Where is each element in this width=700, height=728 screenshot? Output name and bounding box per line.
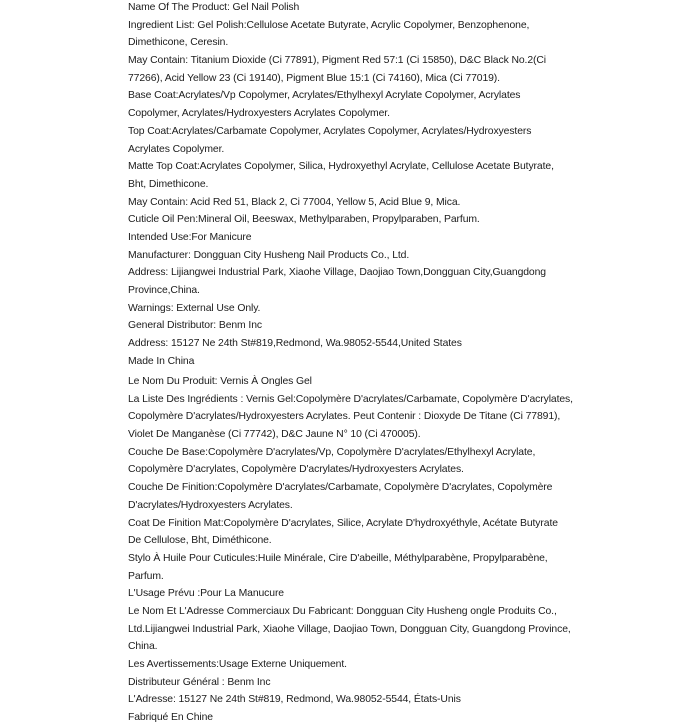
english-line: Name Of The Product: Gel Nail Polish <box>128 2 300 13</box>
french-line: L'Usage Prévu :Pour La Manucure <box>128 588 284 600</box>
english-line: General Distributor: Benm Inc <box>128 320 262 332</box>
french-line: De Cellulose, Bht, Diméthicone. <box>128 535 272 547</box>
french-line: Copolymère D'acrylates, Copolymère D'acrylates/Hydroxyesters Acrylates. <box>128 464 464 476</box>
english-line: Address: 15127 Ne 24th St#819,Redmond, Wa.98052-5544,United States <box>128 338 462 350</box>
english-line: 77266), Acid Yellow 23 (Ci 19140), Pigment Blue 15:1 (Ci 74160), Mica (Ci 77019). <box>128 72 500 84</box>
english-line: Warnings: External Use Only. <box>128 302 261 314</box>
english-line: May Contain: Titanium Dioxide (Ci 77891), Pigment Red 57:1 (Ci 15850), D&C Black No.2(Ci <box>128 55 546 67</box>
french-line: Coat De Finition Mat:Copolymère D'acrylates, Silice, Acrylate D'hydroxyéthyle, Acétate Butyrate <box>128 517 558 529</box>
english-line: Address: Lijiangwei Industrial Park, Xiaohe Village, Daojiao Town,Dongguan City,Guangdong <box>128 267 546 279</box>
english-line: Bht, Dimethicone. <box>128 178 209 190</box>
french-line: Ltd.Lijiangwei Industrial Park, Xiaohe Village, Daojiao Town, Dongguan City, Guangdong Province, <box>128 623 571 635</box>
french-label-section <box>128 374 688 728</box>
english-line: Top Coat:Acrylates/Carbamate Copolymer, Acrylates Copolymer, Acrylates/Hydroxyesters <box>128 125 532 137</box>
english-line: Intended Use:For Manicure <box>128 231 252 243</box>
french-line: Copolymère D'acrylates/Hydroxyesters Acrylates. Peut Contenir : Dioxyde De Titane (Ci 77891), <box>128 411 561 423</box>
english-line: Matte Top Coat:Acrylates Copolymer, Silica, Hydroxyethyl Acrylate, Cellulose Acetate Butyrate, <box>128 161 554 173</box>
french-line: D'acrylates/Hydroxyesters Acrylates. <box>128 499 293 511</box>
english-line: Province,China. <box>128 285 200 296</box>
english-line: Base Coat:Acrylates/Vp Copolymer, Acrylates/Ethylhexyl Acrylate Copolymer, Acrylates <box>128 90 521 102</box>
english-line: Made In China <box>128 355 195 367</box>
french-line: Stylo À Huile Pour Cuticules:Huile Minérale, Cire D'abeille, Méthylparabène, Propylparabène, <box>128 552 548 564</box>
french-line: Violet De Manganèse (Ci 77742), D&C Jaune N° 10 (Ci 470005). <box>128 429 421 441</box>
english-label-section <box>128 0 688 371</box>
english-line: Manufacturer: Dongguan City Husheng Nail Products Co., Ltd. <box>128 249 410 261</box>
french-line: L'Adresse: 15127 Ne 24th St#819, Redmond, Wa.98052-5544, États-Unis <box>128 694 461 706</box>
french-line: Distributeur Général : Benm Inc <box>128 676 271 688</box>
english-line: Cuticle Oil Pen:Mineral Oil, Beeswax, Methylparaben, Propylparaben, Parfum. <box>128 214 480 226</box>
english-line: Acrylates Copolymer. <box>128 143 225 155</box>
english-line: Dimethicone, Ceresin. <box>128 37 229 49</box>
english-line: Copolymer, Acrylates/Hydroxyesters Acrylates Copolymer. <box>128 108 390 120</box>
french-line: La Liste Des Ingrédients : Vernis Gel:Copolymère D'acrylates/Carbamate, Copolymère D'acrylates, <box>128 393 573 405</box>
french-line: Parfum. <box>128 570 164 582</box>
french-line: Le Nom Du Produit: Vernis À Ongles Gel <box>128 376 312 387</box>
english-line: May Contain: Acid Red 51, Black 2, Ci 77004, Yellow 5, Acid Blue 9, Mica. <box>128 196 461 208</box>
french-line: Couche De Base:Copolymère D'acrylates/Vp, Copolymère D'acrylates/Ethylhexyl Acrylate, <box>128 446 536 458</box>
french-line: China. <box>128 641 158 653</box>
french-line: Les Avertissements:Usage Externe Uniquement. <box>128 659 347 670</box>
english-line: Ingredient List: Gel Polish:Cellulose Acetate Butyrate, Acrylic Copolymer, Benzophenone, <box>128 19 530 31</box>
french-line: Le Nom Et L'Adresse Commerciaux Du Fabricant: Dongguan City Husheng ongle Produits Co., <box>128 605 557 617</box>
french-line: Fabriqué En Chine <box>128 712 213 724</box>
french-line: Couche De Finition:Copolymère D'acrylates/Carbamate, Copolymère D'acrylates, Copolymère <box>128 482 553 494</box>
